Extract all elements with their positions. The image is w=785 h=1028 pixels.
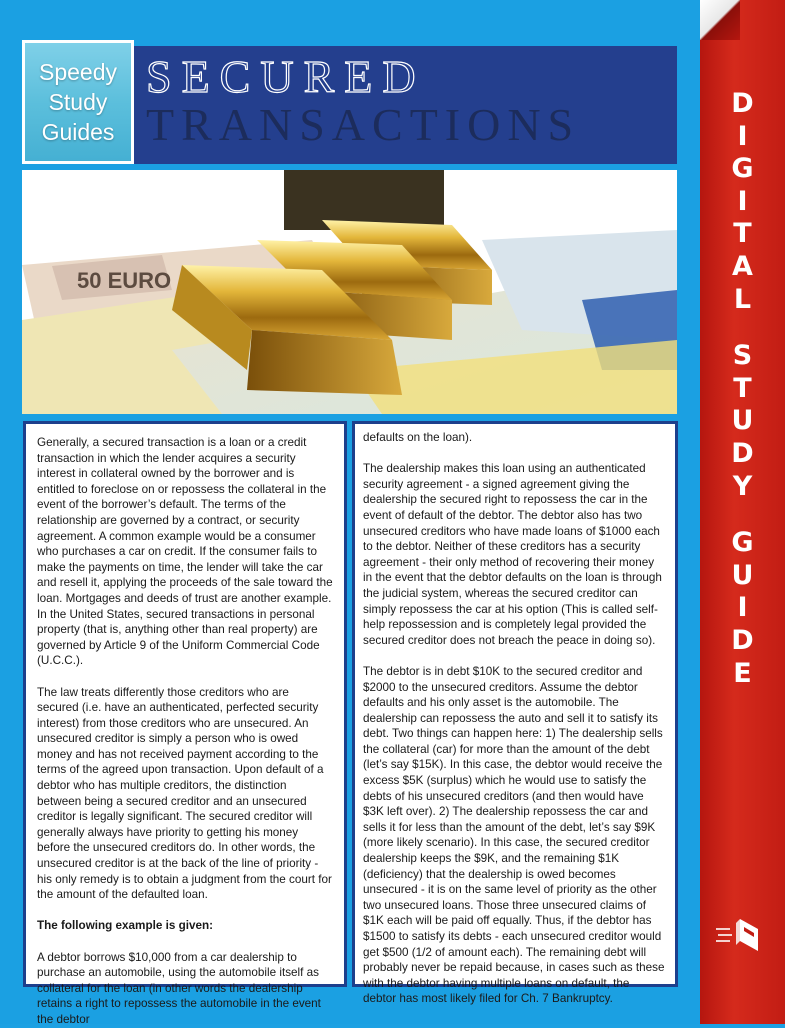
spine-letter: G	[731, 527, 754, 559]
spine-letter: U	[731, 559, 754, 591]
title-line-1: SECURED	[146, 51, 426, 102]
text-column-right	[352, 421, 678, 1006]
spine-letter: T	[733, 372, 752, 404]
paragraph: The debtor is in debt $10K to the secured creditor and $2000 to the unsecured creditors. Assume the debtor defaults and his only asset is the automobile. The dealership can repossess the auto and sell it to satisfy its debt. Two things can happen here: 1) The dealership sells the collateral (car) for more than the amount of the debt (let’s say $15K). In this case, the debtor would receive the excess $5K (surplus) which he would use to satisfy the debts of his unsecured creditors (and then would have $3K left over). 2) The dealership repossess the car and sells it for less than the amount of the debt, let’s say $9K (more likely scenario). In this case, the secured creditor dealership keeps the $9K, and the remaining $1K (deficiency) that the dealership is owed becomes unsecured - it is on the same level of priority as the other two unsecured loans. Those three unsecured claims of $1K each will be paid off equally. Thus, if the debtor has $1500 to satisfy its debts - each unsecured creditor would get $500 (1/2 of amount each). The remaining debt will probably never be repaid because, in cases such as these with the debtor having multiple loans on default, the debtor has most likely filed for Ch. 7 Bankruptcy.	[363, 664, 665, 1006]
spine-letter: Y	[732, 470, 753, 502]
title-line-2: TRANSACTIONS	[146, 99, 581, 150]
cover-photo-gold-bars-euros	[22, 170, 677, 414]
speedy-study-guides-logo	[22, 40, 134, 164]
spine-letter: A	[732, 250, 753, 282]
spine-letter: D	[731, 88, 754, 119]
spine-letter: D	[731, 437, 754, 469]
spine-letter: S	[732, 340, 753, 372]
example-heading: The following example is given:	[37, 919, 213, 933]
paragraph: The law treats differently those creditors who are secured (i.e. have an authenticated, perfected security interest) from those creditors who are unsecured. An unsecured creditor is simply a person who is owed money and has not received payment according to the terms of the agreed upon transaction. Upon default of a debtor who has multiple creditors, the distinction between being a secured creditor and an unsecured creditor is legally significant. The secured creditor will generally always have priority to getting his money before the unsecured creditors do. In other words, the unsecured creditor is at the back of the line of priority - his only remedy is to obtain a judgment from the court for the amount of the defaulted loan.	[37, 685, 332, 902]
badge-line-3: Guides	[41, 119, 115, 145]
badge-line-1: Speedy	[38, 59, 117, 85]
paragraph: Generally, a secured transaction is a loan or a credit transaction in which the lender acquires a security interest in collateral owned by the borrower and is entitled to foreclose on or repossess the collateral in the event of the borrower’s default. The terms of the relationship are governed by a contract, or security agreement. A common example would be a consumer who purchases a car on credit. If the consumer fails to make the payments on time, the lender will take the car and resell it, applying the proceeds of the sale toward the loan. Mortgages and deeds of trust are another example. In the United States, secured transactions in personal property (that is, anything other than real property) are governed by Article 9 of the Uniform Commercial Code (U.C.C.).	[37, 436, 333, 668]
paragraph: A debtor borrows $10,000 from a car dealership to purchase an automobile, using the automobile itself as collateral for the loan (in other words the dealership retains a right to repossess the automobile in the event the debtor	[37, 950, 321, 1026]
badge-line-2: Study	[48, 89, 108, 115]
spine-letter: L	[733, 283, 752, 315]
spine-letter: I	[737, 592, 748, 624]
spine-letter: U	[731, 405, 754, 437]
spine-letter: D	[731, 624, 754, 656]
spine-letter: E	[733, 657, 752, 689]
paragraph: defaults on the loan).	[363, 431, 473, 444]
publisher-book-logo-icon	[716, 915, 764, 955]
spine-letter: G	[731, 153, 754, 185]
spine-title	[710, 88, 775, 690]
spine-letter: I	[737, 185, 748, 217]
paragraph: The dealership makes this loan using an authenticated security agreement - a signed agreement giving the dealership the secured right to repossess the car in the event of default of the debtor. The debtor also has two unsecured creditors who have made loans of $1000 each to the debtor. Neither of these creditors has a security agreement - their only method of recovering their money in the event that the debtor defaults on the loan is through the judicial system, whereas the secured creditor can simply repossess the car at his option (This is called self-help repossession and is completely legal provided the secured creditor does not breach the peace in doing so).	[363, 462, 662, 647]
spine-letter: I	[737, 120, 748, 152]
banknote-label: 50 EURO	[77, 268, 172, 293]
page-curl-corner	[700, 0, 740, 40]
spine-letter: T	[733, 218, 752, 250]
text-column-left	[23, 421, 347, 1026]
